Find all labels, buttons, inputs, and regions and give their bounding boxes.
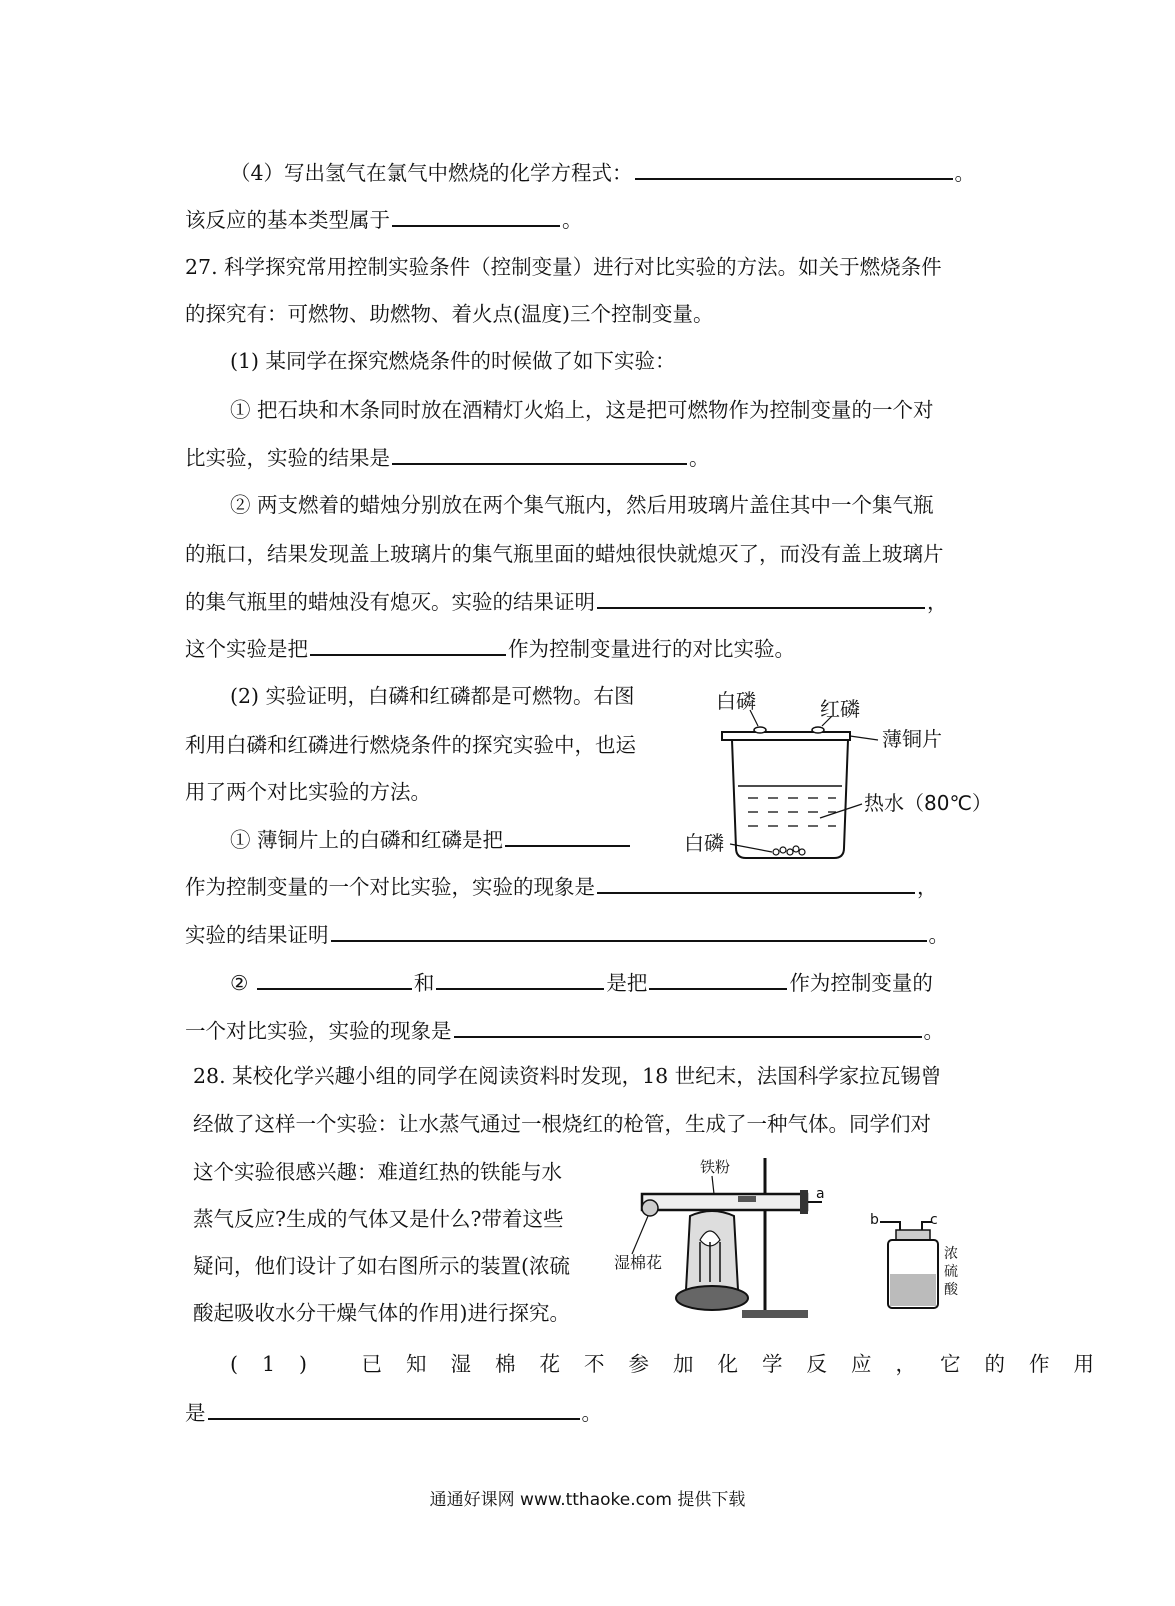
iron-powder xyxy=(738,1196,756,1202)
period: 。 xyxy=(954,161,976,185)
q27-intro-2: 的探究有：可燃物、助燃物、着火点(温度)三个控制变量。 xyxy=(185,302,714,326)
q28-intro-3: 这个实验很感兴趣：难道红热的铁能与水 xyxy=(193,1160,562,1184)
q28-intro-5: 疑问，他们设计了如右图所示的装置(浓硫 xyxy=(193,1254,570,1278)
answer-blank[interactable] xyxy=(208,1398,580,1420)
acid-label-char: 浓 xyxy=(944,1246,958,1262)
q27-text: 作为控制变量进行的对比实验。 xyxy=(508,637,795,661)
iron-powder-label: 铁粉 xyxy=(700,1158,731,1176)
q27-part1-b-2: 的瓶口，结果发现盖上玻璃片的集气瓶里面的蜡烛很快就熄灭了，而没有盖上玻璃片 xyxy=(185,542,944,566)
q27-text: 作为控制变量的 xyxy=(789,971,933,995)
q27-part1-a-2 xyxy=(185,443,710,472)
q27-part2-b-1 xyxy=(230,968,933,997)
q27-text: 这个实验是把 xyxy=(185,637,308,661)
q27-text: 一个对比实验，实验的现象是 xyxy=(185,1019,452,1043)
white-phosphorus-label-bottom: 白磷 xyxy=(684,831,724,855)
q27-part1-title: (1) 某同学在探究燃烧条件的时候做了如下实验： xyxy=(230,349,676,373)
inlet-b-label: b xyxy=(870,1212,879,1228)
gun-barrel-tube xyxy=(642,1194,807,1210)
q27-part2-3: 用了两个对比实验的方法。 xyxy=(185,780,431,804)
answer-blank[interactable] xyxy=(392,443,687,465)
q27-part1-a-1: ① 把石块和木条同时放在酒精灯火焰上，这是把可燃物作为控制变量的一个对 xyxy=(230,398,934,422)
q26-line2 xyxy=(185,205,583,234)
q27-part2-b-2 xyxy=(185,1016,944,1045)
answer-blank[interactable] xyxy=(635,158,953,180)
hot-water-label: 热水（80℃） xyxy=(864,791,992,815)
acid-label-char: 硫 xyxy=(944,1264,958,1280)
q27-text: 实验的结果证明 xyxy=(185,923,329,947)
answer-blank[interactable] xyxy=(257,968,412,990)
hot-water xyxy=(748,798,836,826)
concentrated-sulfuric-acid xyxy=(890,1274,936,1306)
page-footer: 通通好课网 www.tthaoke.com 提供下载 xyxy=(429,1490,746,1510)
q28-intro-2: 经做了这样一个实验：让水蒸气通过一根烧红的枪管，生成了一种气体。同学们对 xyxy=(193,1112,931,1136)
period: 。 xyxy=(689,446,710,470)
period: 。 xyxy=(928,923,949,947)
q27-part2-1: (2) 实验证明，白磷和红磷都是可燃物。右图 xyxy=(230,684,635,708)
period: 。 xyxy=(562,208,583,232)
period: 。 xyxy=(923,1019,944,1043)
q27-part2-a-3 xyxy=(185,920,949,949)
q27-text: 的集气瓶里的蜡烛没有熄灭。实验的结果证明 xyxy=(185,590,595,614)
copper-sheet-label: 薄铜片 xyxy=(882,727,942,751)
q27-text: 是把 xyxy=(606,971,648,995)
q28-part1-2 xyxy=(185,1398,602,1427)
copper-sheet xyxy=(722,732,850,740)
acid-label-char: 酸 xyxy=(944,1282,958,1298)
alcohol-lamp xyxy=(676,1286,748,1310)
comma: ， xyxy=(917,875,938,899)
q28-text: 是 xyxy=(185,1401,206,1425)
q27-text: 和 xyxy=(413,971,435,995)
iron-stand-base xyxy=(742,1310,808,1318)
q28-intro-1: 28. 某校化学兴趣小组的同学在阅读资料时发现，18 世纪末，法国科学家拉瓦锡曾 xyxy=(193,1064,942,1088)
q27-part1-b-1: ② 两支燃着的蜡烛分别放在两个集气瓶内，然后用玻璃片盖住其中一个集气瓶 xyxy=(230,493,934,517)
answer-blank[interactable] xyxy=(310,634,506,656)
answer-blank[interactable] xyxy=(436,968,604,990)
q27-part2-a-1 xyxy=(230,825,632,854)
wet-cotton xyxy=(642,1200,658,1216)
white-phosphorus-label-top: 白磷 xyxy=(716,689,756,713)
q27-part2-2: 利用白磷和红磷进行燃烧条件的探究实验中，也运 xyxy=(185,733,636,757)
q27-part1-b-4 xyxy=(185,634,795,663)
white-phosphorus-underwater xyxy=(773,846,805,855)
q28-intro-6: 酸起吸收水分干燥气体的作用)进行探究。 xyxy=(193,1301,570,1325)
q27-part1-b-3 xyxy=(185,587,948,616)
circled-number: ② xyxy=(230,971,249,995)
q26-line1 xyxy=(230,158,975,187)
bottle-stopper xyxy=(896,1230,930,1240)
comma: ， xyxy=(927,590,948,614)
alcohol-lamp-cover xyxy=(686,1211,738,1290)
acid-label xyxy=(944,1246,962,1298)
q28-part1-1: (1) 已知湿棉花不参加化学反应，它的作用 xyxy=(230,1352,1119,1376)
answer-blank[interactable] xyxy=(392,205,560,227)
q27-text: 比实验，实验的结果是 xyxy=(185,446,390,470)
red-phosphorus-label: 红磷 xyxy=(820,697,860,721)
q27-intro-1: 27. 科学探究常用控制实验条件（控制变量）进行对比实验的方法。如关于燃烧条件 xyxy=(185,255,942,279)
wet-cotton-label: 湿棉花 xyxy=(614,1253,663,1272)
tube-stopper xyxy=(800,1190,808,1214)
answer-blank[interactable] xyxy=(597,587,925,609)
red-phosphorus-piece xyxy=(812,727,824,733)
q26-text: 该反应的基本类型属于 xyxy=(185,208,390,232)
outlet-c-label: c xyxy=(930,1212,938,1228)
answer-blank[interactable] xyxy=(454,1016,922,1038)
outlet-a-label: a xyxy=(816,1186,825,1202)
phosphorus-experiment-figure xyxy=(680,680,1000,880)
answer-blank[interactable] xyxy=(505,825,630,847)
white-phosphorus-piece xyxy=(754,727,766,733)
period: 。 xyxy=(581,1401,602,1425)
iron-steam-apparatus-figure xyxy=(610,1150,980,1330)
q28-intro-4: 蒸气反应?生成的气体又是什么?带着这些 xyxy=(193,1207,564,1231)
q26-text: （4）写出氢气在氯气中燃烧的化学方程式： xyxy=(230,161,633,185)
q27-text: 作为控制变量的一个对比实验，实验的现象是 xyxy=(185,875,595,899)
beaker xyxy=(732,740,848,858)
q27-text: ① 薄铜片上的白磷和红磷是把 xyxy=(230,828,504,852)
answer-blank[interactable] xyxy=(649,968,787,990)
answer-blank[interactable] xyxy=(331,920,927,942)
